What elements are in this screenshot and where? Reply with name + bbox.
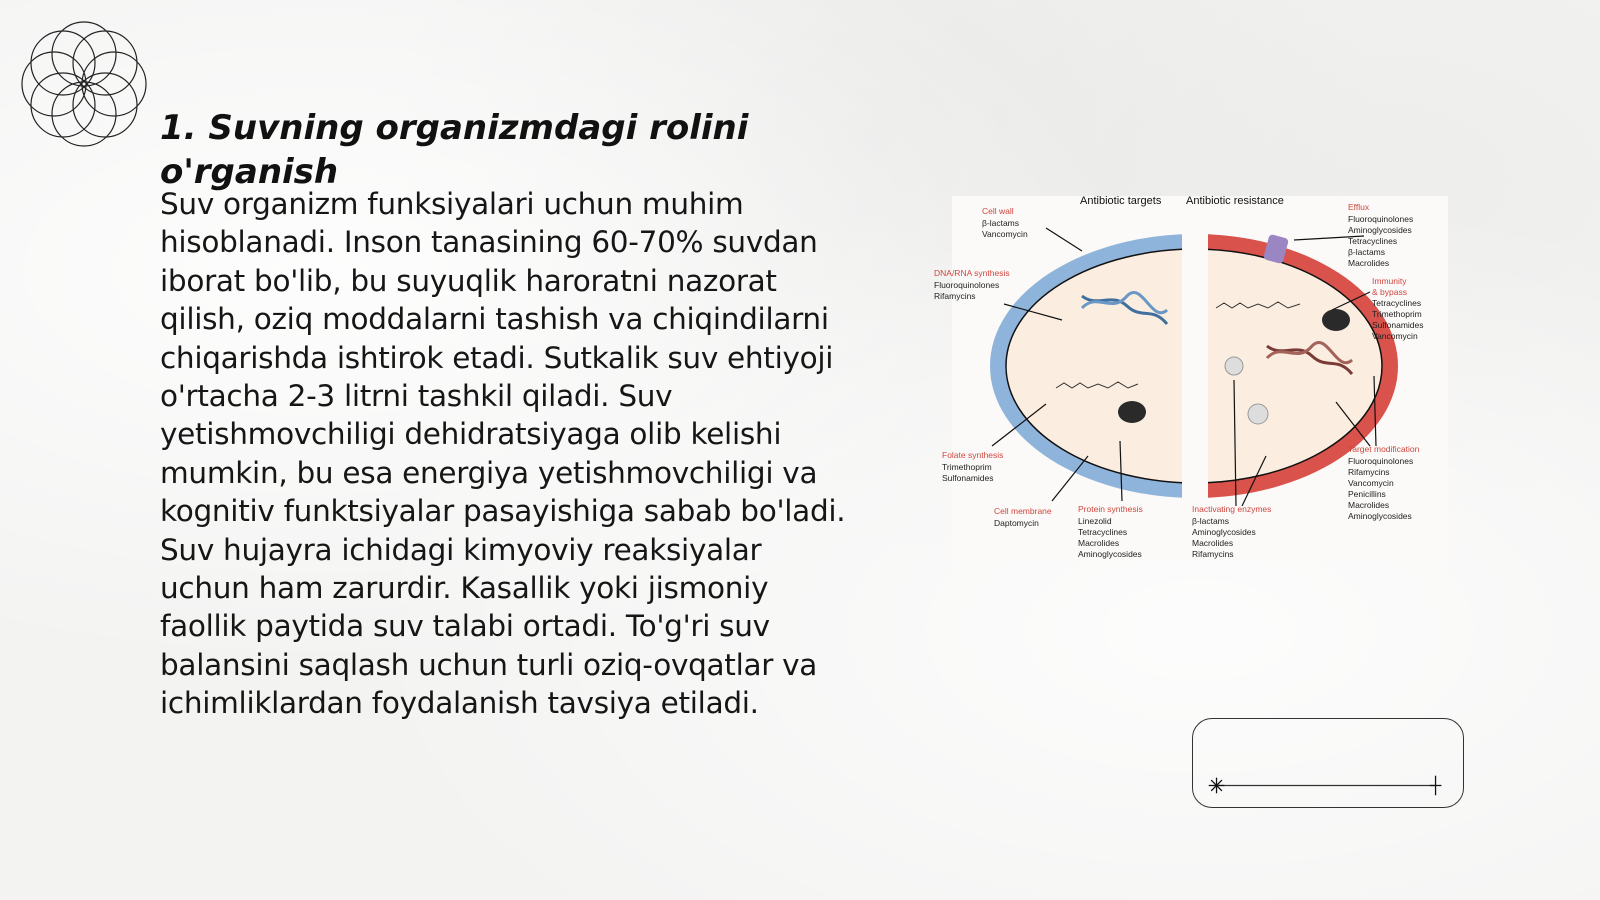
enzyme-icon-2 <box>1248 404 1268 424</box>
enzyme-icon-1 <box>1225 357 1243 375</box>
decorative-timeline-box <box>1192 718 1464 808</box>
drug-cell-wall-2: Vancomycin <box>982 229 1028 239</box>
ribosome-right-icon <box>1322 309 1350 331</box>
label-dna-rna: DNA/RNA synthesis <box>934 268 1010 278</box>
drug-inactivating-2: Aminoglycosides <box>1192 527 1256 537</box>
drug-target-mod-6: Aminoglycosides <box>1348 511 1412 521</box>
drug-efflux-2: Aminoglycosides <box>1348 225 1412 235</box>
antibiotic-diagram <box>934 195 1448 562</box>
drug-target-mod-1: Fluoroquinolones <box>1348 456 1414 466</box>
drug-efflux-5: Macrolides <box>1348 258 1390 268</box>
drug-cell-membrane-1: Daptomycin <box>994 518 1039 528</box>
drug-dna-rna-2: Rifamycins <box>934 291 976 301</box>
label-immunity-1: Immunity <box>1372 276 1407 286</box>
label-cell-membrane: Cell membrane <box>994 506 1052 516</box>
drug-efflux-4: β-lactams <box>1348 247 1386 257</box>
drug-cell-wall-1: β-lactams <box>982 218 1020 228</box>
label-cell-wall: Cell wall <box>982 206 1014 216</box>
drug-inactivating-1: β-lactams <box>1192 516 1230 526</box>
antibiotic-figure <box>934 195 1448 562</box>
drug-target-mod-3: Vancomycin <box>1348 478 1394 488</box>
sparkle-end-icon <box>1430 776 1442 796</box>
drug-target-mod-2: Rifamycins <box>1348 467 1390 477</box>
drug-inactivating-4: Rifamycins <box>1192 549 1234 559</box>
drug-immunity-3: Sulfonamides <box>1372 320 1424 330</box>
drug-target-mod-4: Penicillins <box>1348 489 1386 499</box>
drug-inactivating-3: Macrolides <box>1192 538 1234 548</box>
drug-protein-2: Tetracyclines <box>1078 527 1128 537</box>
label-target-modification: Target modification <box>1348 444 1420 454</box>
drug-immunity-4: Vancomycin <box>1372 331 1418 341</box>
drug-protein-1: Linezolid <box>1078 516 1112 526</box>
drug-efflux-1: Fluoroquinolones <box>1348 214 1414 224</box>
drug-immunity-2: Trimethoprim <box>1372 309 1422 319</box>
timeline-line <box>1193 719 1463 807</box>
slide-title: 1. Suvning organizmdagi rolini o'rganish <box>160 108 749 192</box>
drug-dna-rna-1: Fluoroquinolones <box>934 280 1000 290</box>
drug-protein-4: Aminoglycosides <box>1078 549 1142 559</box>
drug-efflux-3: Tetracyclines <box>1348 236 1398 246</box>
drug-protein-3: Macrolides <box>1078 538 1120 548</box>
decorative-circles-logo <box>10 10 158 158</box>
heading-antibiotic-targets: Antibiotic targets <box>1080 195 1162 207</box>
drug-target-mod-5: Macrolides <box>1348 500 1390 510</box>
drug-immunity-1: Tetracyclines <box>1372 298 1422 308</box>
sparkle-start-icon <box>1209 778 1225 794</box>
drug-folate-2: Sulfonamides <box>942 473 994 483</box>
label-inactivating-enzymes: Inactivating enzymes <box>1192 504 1272 514</box>
heading-antibiotic-resistance: Antibiotic resistance <box>1186 195 1284 207</box>
label-immunity-2: & bypass <box>1372 287 1407 297</box>
label-folate: Folate synthesis <box>942 450 1004 460</box>
label-protein-synthesis: Protein synthesis <box>1078 504 1143 514</box>
drug-folate-1: Trimethoprim <box>942 462 992 472</box>
ribosome-left-icon <box>1118 401 1146 423</box>
label-efflux: Efflux <box>1348 202 1370 212</box>
slide-body-paragraph: Suv organizm funksiyalari uchun muhim hisoblanadi. Inson tanasining 60-70% suvdan iborat bo'lib, bu suyuqlik haroratni nazorat qilish, oziq moddalarni tashish va chiqindilarni chiqarishda ishtirok etadi. Sutkalik suv ehtiyoji o'rtacha 2-3 litrni tashkil qiladi. Suv yetishmovchiligi dehidratsiyaga olib kelishi mumkin, bu esa energiya yetishmovchiligi va kognitiv funktsiyalar pasayishiga sabab bo'ladi. Suv hujayra ichidagi kimyoviy reaksiyalar uchun ham zarurdir. Kasallik yoki jismoniy faollik paytida suv talabi ortadi. To'g'ri suv balansini saqlash uchun turli oziq-ovqatlar va ichimliklardan foydalanish tavsiya etiladi. <box>160 187 846 721</box>
